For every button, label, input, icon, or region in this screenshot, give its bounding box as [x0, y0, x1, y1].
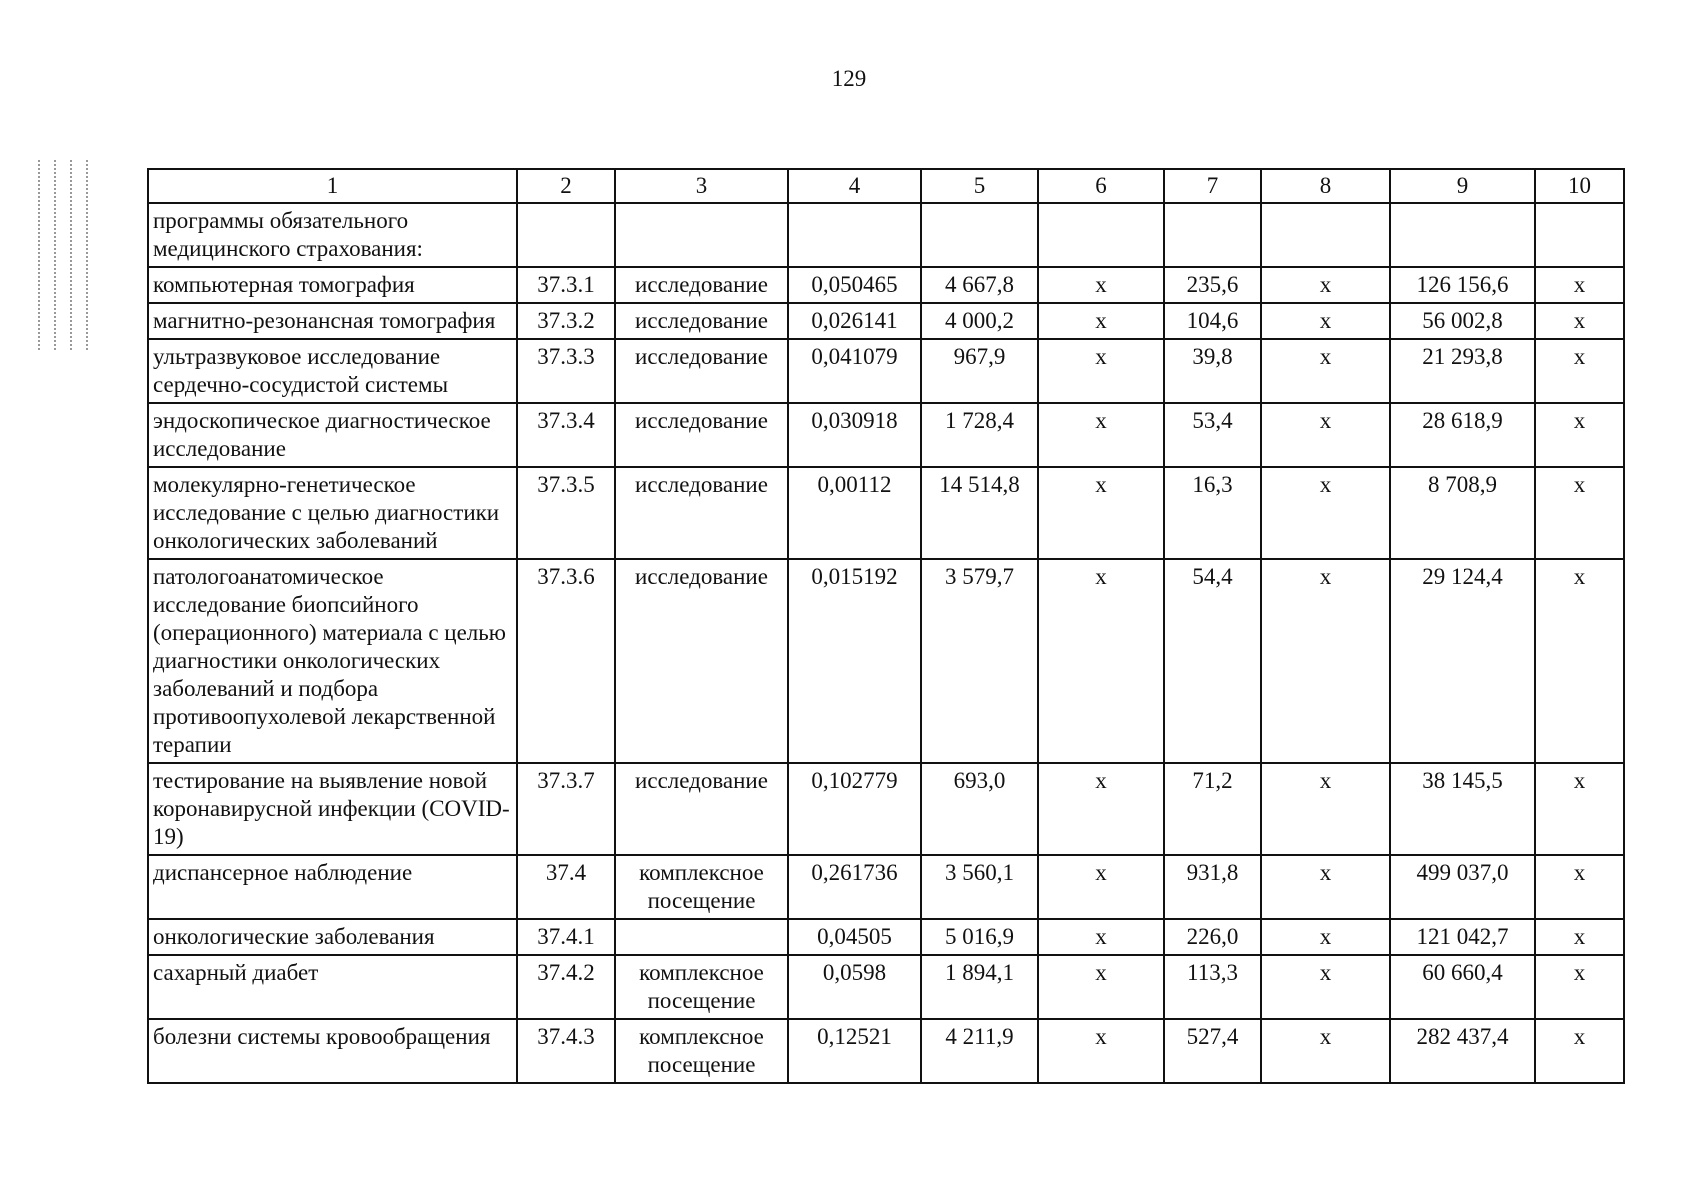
- row-unit: исследование: [615, 339, 788, 403]
- cell-col10: х: [1535, 339, 1624, 403]
- row-name: тестирование на выявление новой коронавирусной инфекции (COVID-19): [148, 763, 517, 855]
- table-row: [148, 267, 1624, 303]
- cell-col8: х: [1261, 955, 1390, 1019]
- row-code: 37.4.2: [517, 955, 615, 1019]
- cell-col9: 282 437,4: [1390, 1019, 1535, 1083]
- cell-col7: 113,3: [1164, 955, 1261, 1019]
- cell-col5: 3 579,7: [921, 559, 1038, 763]
- row-unit: [615, 919, 788, 955]
- row-code: 37.3.5: [517, 467, 615, 559]
- column-header: 2: [517, 169, 615, 203]
- row-code: 37.4: [517, 855, 615, 919]
- cell-col4: 0,04505: [788, 919, 921, 955]
- cell-col10: х: [1535, 919, 1624, 955]
- row-code: 37.3.1: [517, 267, 615, 303]
- cell-col8: х: [1261, 1019, 1390, 1083]
- cell-col7: 16,3: [1164, 467, 1261, 559]
- row-unit: комплексное посещение: [615, 855, 788, 919]
- column-header: 10: [1535, 169, 1624, 203]
- cell-col6: х: [1038, 403, 1164, 467]
- cell-col9: 28 618,9: [1390, 403, 1535, 467]
- cell-col5: 5 016,9: [921, 919, 1038, 955]
- table-row: [148, 203, 1624, 267]
- cell-col6: х: [1038, 855, 1164, 919]
- cell-col4: 0,026141: [788, 303, 921, 339]
- cell-col7: 39,8: [1164, 339, 1261, 403]
- row-unit: исследование: [615, 559, 788, 763]
- cell-col7: 931,8: [1164, 855, 1261, 919]
- table-row: [148, 339, 1624, 403]
- table-row: [148, 855, 1624, 919]
- row-unit: комплексное посещение: [615, 955, 788, 1019]
- row-name: молекулярно-генетическое исследование с целью диагностики онкологических заболеваний: [148, 467, 517, 559]
- cell-col8: х: [1261, 919, 1390, 955]
- cell-col4: 0,030918: [788, 403, 921, 467]
- cell-col6: х: [1038, 303, 1164, 339]
- cell-col10: х: [1535, 267, 1624, 303]
- cell-col7: 104,6: [1164, 303, 1261, 339]
- cell-col4: 0,041079: [788, 339, 921, 403]
- row-name: онкологические заболевания: [148, 919, 517, 955]
- cell-col6: х: [1038, 559, 1164, 763]
- table-row: [148, 559, 1624, 763]
- row-unit: исследование: [615, 303, 788, 339]
- cell-col10: х: [1535, 303, 1624, 339]
- column-header: 3: [615, 169, 788, 203]
- cell-col10: х: [1535, 763, 1624, 855]
- column-header: 6: [1038, 169, 1164, 203]
- cell-col8: х: [1261, 303, 1390, 339]
- row-name: компьютерная томография: [148, 267, 517, 303]
- cell-col10: х: [1535, 559, 1624, 763]
- cell-col7: 527,4: [1164, 1019, 1261, 1083]
- row-unit: комплексное посещение: [615, 1019, 788, 1083]
- table-row: [148, 763, 1624, 855]
- row-code: 37.3.3: [517, 339, 615, 403]
- row-name: диспансерное наблюдение: [148, 855, 517, 919]
- cell-col4: 0,015192: [788, 559, 921, 763]
- row-name: болезни системы кровообращения: [148, 1019, 517, 1083]
- cell-col10: х: [1535, 855, 1624, 919]
- table-row: [148, 303, 1624, 339]
- row-unit: исследование: [615, 403, 788, 467]
- cell-col6: [1038, 203, 1164, 267]
- table-row: [148, 467, 1624, 559]
- cell-col9: 8 708,9: [1390, 467, 1535, 559]
- row-name: сахарный диабет: [148, 955, 517, 1019]
- column-header: 1: [148, 169, 517, 203]
- column-number-row: [148, 169, 1624, 203]
- cell-col6: х: [1038, 1019, 1164, 1083]
- cell-col5: 3 560,1: [921, 855, 1038, 919]
- cell-col5: 967,9: [921, 339, 1038, 403]
- cell-col8: х: [1261, 403, 1390, 467]
- cell-col10: х: [1535, 1019, 1624, 1083]
- row-code: 37.4.3: [517, 1019, 615, 1083]
- cell-col9: 126 156,6: [1390, 267, 1535, 303]
- row-code: 37.3.7: [517, 763, 615, 855]
- cell-col5: 4 211,9: [921, 1019, 1038, 1083]
- data-table: [147, 168, 1625, 1084]
- table-row: [148, 403, 1624, 467]
- cell-col10: х: [1535, 955, 1624, 1019]
- cell-col6: х: [1038, 955, 1164, 1019]
- table-row: [148, 955, 1624, 1019]
- cell-col8: х: [1261, 467, 1390, 559]
- cell-col9: 38 145,5: [1390, 763, 1535, 855]
- row-unit: исследование: [615, 467, 788, 559]
- cell-col4: 0,00112: [788, 467, 921, 559]
- column-header: 4: [788, 169, 921, 203]
- cell-col7: 53,4: [1164, 403, 1261, 467]
- margin-stamp: [38, 160, 110, 350]
- column-header: 9: [1390, 169, 1535, 203]
- cell-col6: х: [1038, 467, 1164, 559]
- cell-col6: х: [1038, 267, 1164, 303]
- row-code: [517, 203, 615, 267]
- cell-col5: 1 728,4: [921, 403, 1038, 467]
- row-code: 37.3.4: [517, 403, 615, 467]
- cell-col7: [1164, 203, 1261, 267]
- row-name: эндоскопическое диагностическое исследование: [148, 403, 517, 467]
- row-name: патологоанатомическое исследование биопсийного (операционного) материала с целью диагностики онкологических заболеваний и подбора противоопухолевой лекарственной терапии: [148, 559, 517, 763]
- cell-col8: х: [1261, 559, 1390, 763]
- cell-col4: 0,12521: [788, 1019, 921, 1083]
- cell-col6: х: [1038, 339, 1164, 403]
- cell-col4: 0,102779: [788, 763, 921, 855]
- cell-col9: 499 037,0: [1390, 855, 1535, 919]
- row-unit: исследование: [615, 267, 788, 303]
- column-header: 8: [1261, 169, 1390, 203]
- row-name: магнитно-резонансная томография: [148, 303, 517, 339]
- cell-col10: х: [1535, 467, 1624, 559]
- column-header: 5: [921, 169, 1038, 203]
- row-name: ультразвуковое исследование сердечно-сосудистой системы: [148, 339, 517, 403]
- row-unit: исследование: [615, 763, 788, 855]
- cell-col6: х: [1038, 919, 1164, 955]
- table-row: [148, 919, 1624, 955]
- row-name: программы обязательного медицинского страхования:: [148, 203, 517, 267]
- cell-col4: 0,261736: [788, 855, 921, 919]
- cell-col4: [788, 203, 921, 267]
- table-row: [148, 1019, 1624, 1083]
- cell-col10: [1535, 203, 1624, 267]
- cell-col7: 54,4: [1164, 559, 1261, 763]
- row-unit: [615, 203, 788, 267]
- page-number: 129: [831, 66, 867, 91]
- cell-col9: 29 124,4: [1390, 559, 1535, 763]
- cell-col7: 235,6: [1164, 267, 1261, 303]
- cell-col8: х: [1261, 855, 1390, 919]
- cell-col5: 4 000,2: [921, 303, 1038, 339]
- cell-col5: 14 514,8: [921, 467, 1038, 559]
- row-code: 37.3.6: [517, 559, 615, 763]
- cell-col4: 0,050465: [788, 267, 921, 303]
- cell-col9: 56 002,8: [1390, 303, 1535, 339]
- cell-col8: х: [1261, 267, 1390, 303]
- column-header: 7: [1164, 169, 1261, 203]
- cell-col9: 60 660,4: [1390, 955, 1535, 1019]
- cell-col5: 1 894,1: [921, 955, 1038, 1019]
- cell-col6: х: [1038, 763, 1164, 855]
- cell-col7: 226,0: [1164, 919, 1261, 955]
- cell-col9: [1390, 203, 1535, 267]
- cell-col10: х: [1535, 403, 1624, 467]
- cell-col5: 693,0: [921, 763, 1038, 855]
- cell-col7: 71,2: [1164, 763, 1261, 855]
- row-code: 37.3.2: [517, 303, 615, 339]
- cell-col5: [921, 203, 1038, 267]
- cell-col8: [1261, 203, 1390, 267]
- cell-col8: х: [1261, 763, 1390, 855]
- cell-col9: 21 293,8: [1390, 339, 1535, 403]
- cell-col4: 0,0598: [788, 955, 921, 1019]
- row-code: 37.4.1: [517, 919, 615, 955]
- cell-col5: 4 667,8: [921, 267, 1038, 303]
- cell-col8: х: [1261, 339, 1390, 403]
- cell-col9: 121 042,7: [1390, 919, 1535, 955]
